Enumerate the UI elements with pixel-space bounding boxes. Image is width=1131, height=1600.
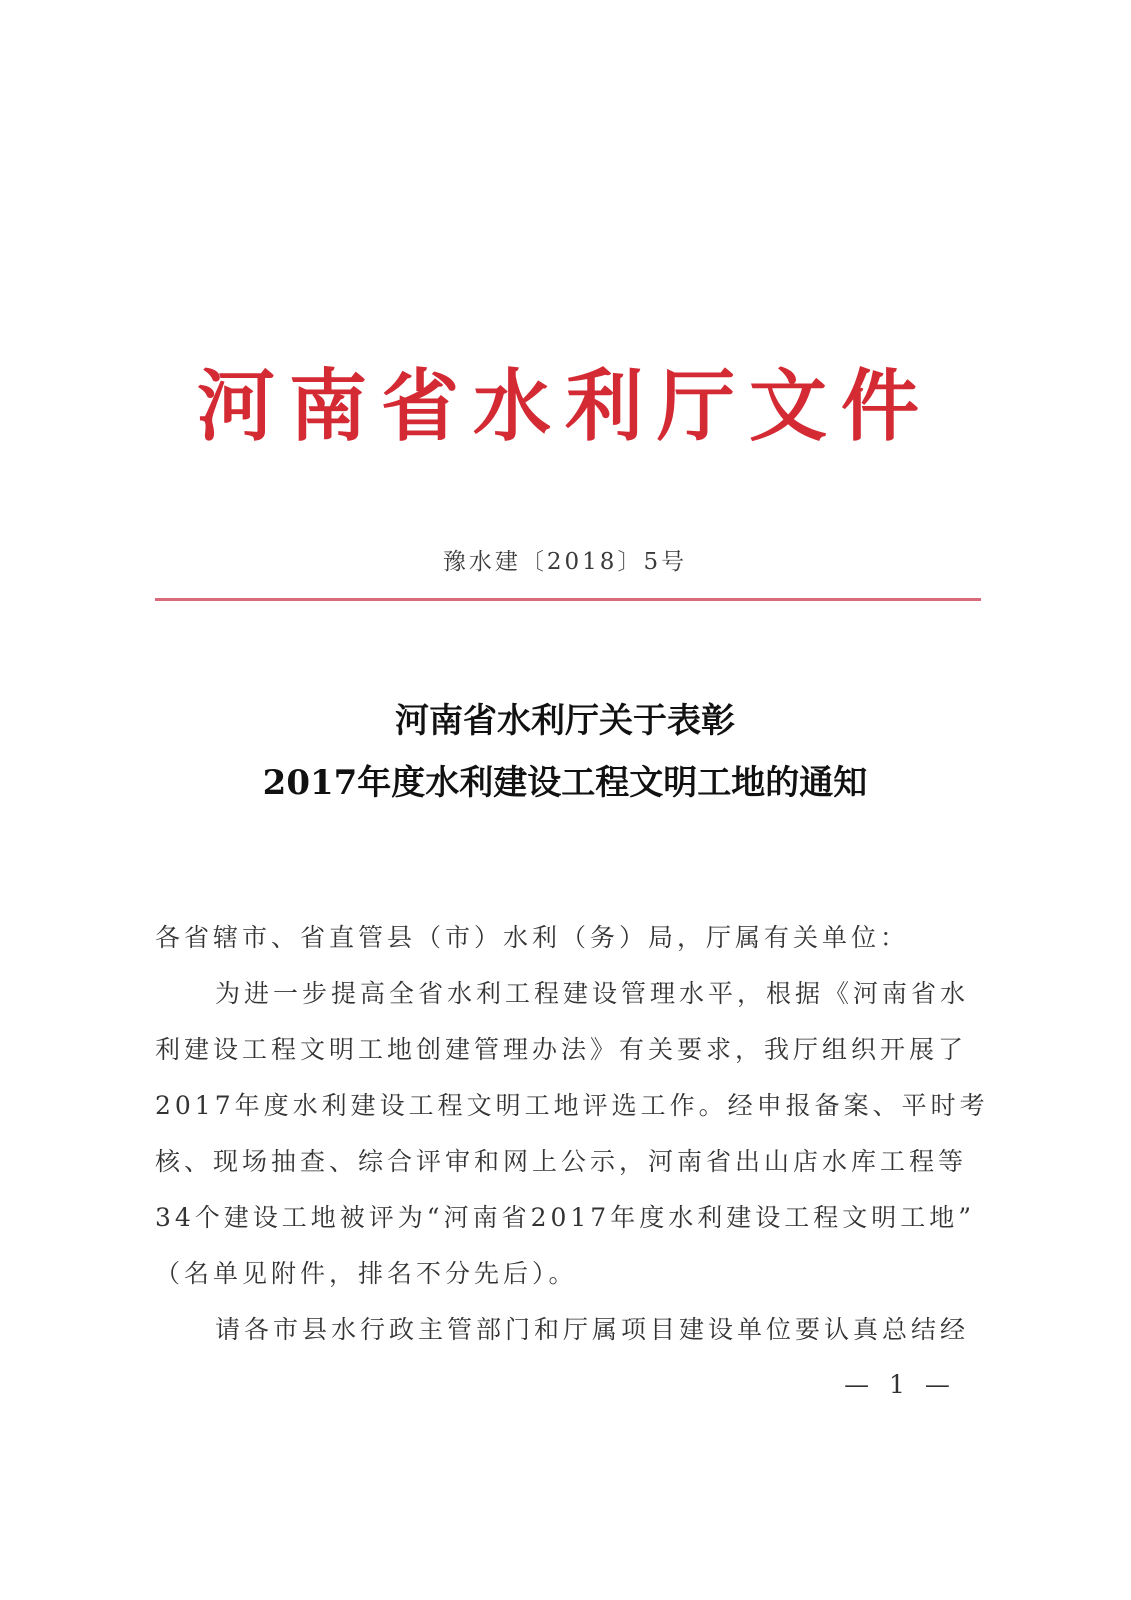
title-line-2: 2017年度水利建设工程文明工地的通知 xyxy=(262,763,868,803)
paragraph-1-line: 2017年度水利建设工程文明工地评选工作。经申报备案、平时考 xyxy=(155,1091,989,1120)
document-number: 豫水建〔2018〕5号 xyxy=(442,549,688,575)
page-number: — 1 — xyxy=(844,1370,956,1399)
document-masthead: 河南省水利厅文件 xyxy=(196,361,933,452)
paragraph-2-line: 请各市县水行政主管部门和厅属项目建设单位要认真总结经 xyxy=(215,1315,970,1344)
paragraph-1-line: 为进一步提高全省水利工程建设管理水平，根据《河南省水 xyxy=(215,979,970,1008)
red-divider-line xyxy=(155,598,981,601)
document-title xyxy=(150,690,980,814)
paragraph-1-line: （名单见附件，排名不分先后）。 xyxy=(155,1259,578,1288)
document-body xyxy=(155,910,989,1358)
paragraph-1-line: 核、现场抽查、综合评审和网上公示，河南省出山店水库工程等 xyxy=(155,1147,968,1176)
salutation: 各省辖市、省直管县（市）水利（务）局，厅属有关单位： xyxy=(155,923,910,952)
paragraph-1-line: 利建设工程文明工地创建管理办法》有关要求，我厅组织开展了 xyxy=(155,1035,968,1064)
paragraph-1-line: 34个建设工地被评为“河南省2017年度水利建设工程文明工地” xyxy=(155,1203,975,1232)
paragraph-1 xyxy=(155,966,989,1302)
title-line-1: 河南省水利厅关于表彰 xyxy=(395,701,735,741)
